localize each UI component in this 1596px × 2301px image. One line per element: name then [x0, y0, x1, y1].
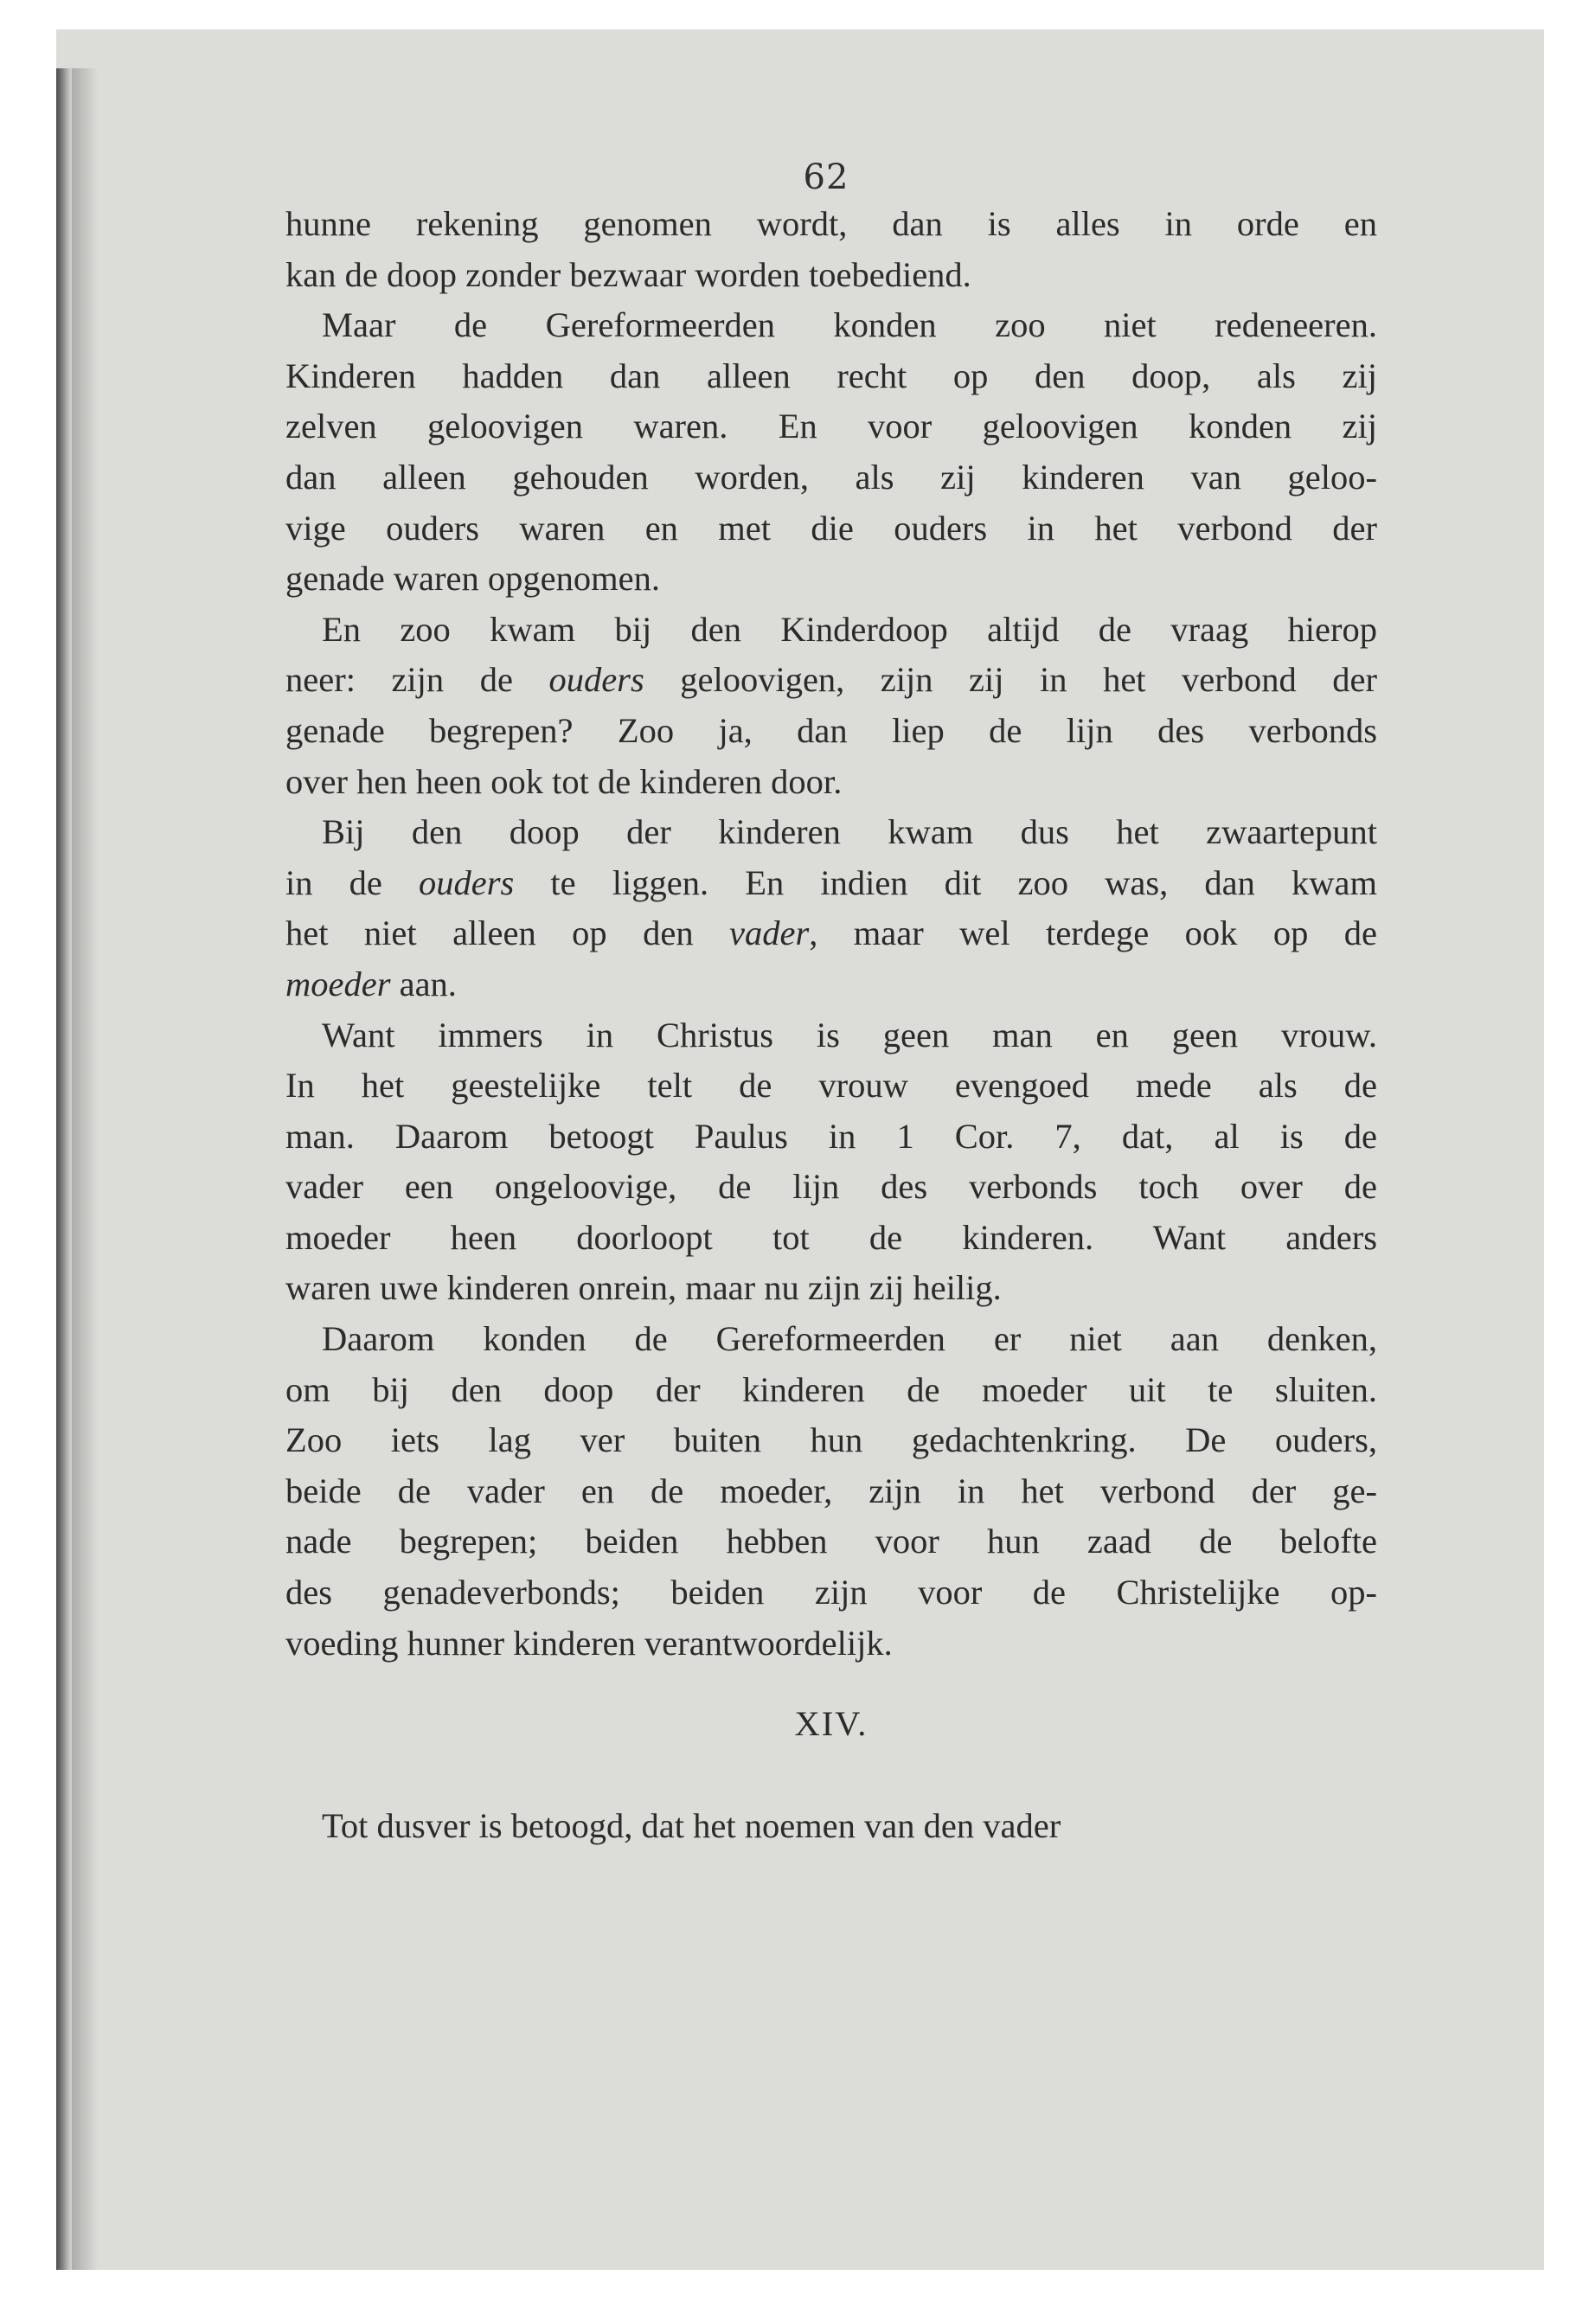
text-line — [285, 1061, 1377, 1112]
text-segment: Zoo iets lag ver buiten hun gedachtenkring. De ouders, — [285, 1420, 1377, 1460]
text-line — [285, 706, 1377, 757]
section-heading: XIV. — [794, 1704, 869, 1743]
text-segment: des genadeverbonds; beiden zijn voor de Christelijke op- — [285, 1573, 1377, 1612]
text-segment: kan de doop zonder bezwaar worden toebediend. — [285, 254, 971, 294]
text-line — [285, 503, 1377, 554]
text-line — [285, 554, 1377, 605]
text-line — [285, 858, 1377, 909]
text-line — [285, 401, 1377, 452]
text-segment: zelven geloovigen waren. En voor geloovigen konden zij — [285, 407, 1377, 446]
body-text — [285, 199, 1377, 1669]
italic-word: moeder — [285, 964, 391, 1003]
text-segment: neer: zijn de — [285, 660, 549, 700]
text-line — [285, 199, 1377, 250]
text-segment: Daarom konden de Gereformeerden er niet aan denken, — [322, 1319, 1377, 1359]
page-number: 62 — [803, 157, 849, 197]
text-segment: te liggen. En indien dit zoo was, dan kwam — [514, 862, 1377, 902]
text-segment: beide de vader en de moeder, zijn in het verbond der ge- — [285, 1471, 1377, 1510]
text-segment: het niet alleen op den — [285, 913, 730, 953]
text-line — [285, 1263, 1377, 1314]
text-line — [285, 1162, 1377, 1213]
book-spine — [56, 68, 72, 2270]
text-segment: Maar de Gereformeerden konden zoo niet redeneeren. — [322, 305, 1377, 345]
text-line — [285, 1213, 1377, 1264]
text-line — [285, 300, 1377, 351]
text-line — [285, 908, 1377, 959]
text-segment: Kinderen hadden dan alleen recht op den doop, als zij — [285, 356, 1377, 395]
text-segment: waren uwe kinderen onrein, maar nu zijn zij heilig. — [285, 1268, 1002, 1308]
text-segment: aan. — [390, 964, 457, 1003]
text-segment: in de — [285, 862, 419, 902]
text-line — [285, 1618, 1377, 1670]
section-first-line: Tot dusver is betoogd, dat het noemen van den vader — [322, 1806, 1061, 1845]
text-segment: genade begrepen? Zoo ja, dan liep de lijn des verbonds — [285, 710, 1377, 750]
text-line — [285, 959, 1377, 1010]
text-line — [285, 807, 1377, 858]
text-line — [285, 250, 1377, 301]
italic-word: ouders — [418, 862, 515, 902]
text-segment: Bij den doop der kinderen kwam dus het zwaartepunt — [322, 812, 1377, 852]
text-line — [285, 351, 1377, 402]
text-segment: genade waren opgenomen. — [285, 559, 660, 599]
text-line — [285, 605, 1377, 656]
text-segment: Want immers in Christus is geen man en geen vrouw. — [322, 1015, 1377, 1054]
text-segment: In het geestelijke telt de vrouw evengoed mede als de — [285, 1066, 1377, 1106]
italic-word: vader — [729, 913, 810, 953]
text-segment: voeding hunner kinderen verantwoordelijk. — [285, 1623, 893, 1663]
text-line — [285, 1466, 1377, 1517]
text-line — [285, 1112, 1377, 1163]
text-line — [285, 655, 1377, 706]
text-line — [285, 1314, 1377, 1365]
text-segment: vader een ongeloovige, de lijn des verbonds toch over de — [285, 1167, 1377, 1207]
text-line — [285, 1010, 1377, 1061]
text-segment: moeder heen doorloopt tot de kinderen. Want anders — [285, 1217, 1377, 1257]
spine-shadow — [72, 68, 98, 2270]
text-segment: , maar wel terdege ook op de — [809, 913, 1377, 953]
text-line — [285, 452, 1377, 503]
text-segment: hunne rekening genomen wordt, dan is alles in orde en — [285, 204, 1377, 243]
text-segment: over hen heen ook tot de kinderen door. — [285, 761, 843, 801]
text-segment: dan alleen gehouden worden, als zij kinderen van geloo- — [285, 457, 1377, 497]
text-segment: om bij den doop der kinderen de moeder uit te sluiten. — [285, 1369, 1377, 1409]
italic-word: ouders — [548, 660, 644, 700]
text-line — [285, 1365, 1377, 1416]
text-segment: geloovigen, zijn zij in het verbond der — [644, 660, 1377, 700]
text-segment: vige ouders waren en met die ouders in het verbond der — [285, 508, 1377, 548]
text-line — [285, 1567, 1377, 1618]
text-segment: man. Daarom betoogt Paulus in 1 Cor. 7, dat, al is de — [285, 1116, 1377, 1156]
text-segment: nade begrepen; beiden hebben voor hun zaad de belofte — [285, 1522, 1377, 1561]
text-line — [285, 757, 1377, 808]
text-segment: En zoo kwam bij den Kinderdoop altijd de vraag hierop — [322, 609, 1377, 649]
text-line — [285, 1415, 1377, 1466]
text-line — [285, 1516, 1377, 1567]
